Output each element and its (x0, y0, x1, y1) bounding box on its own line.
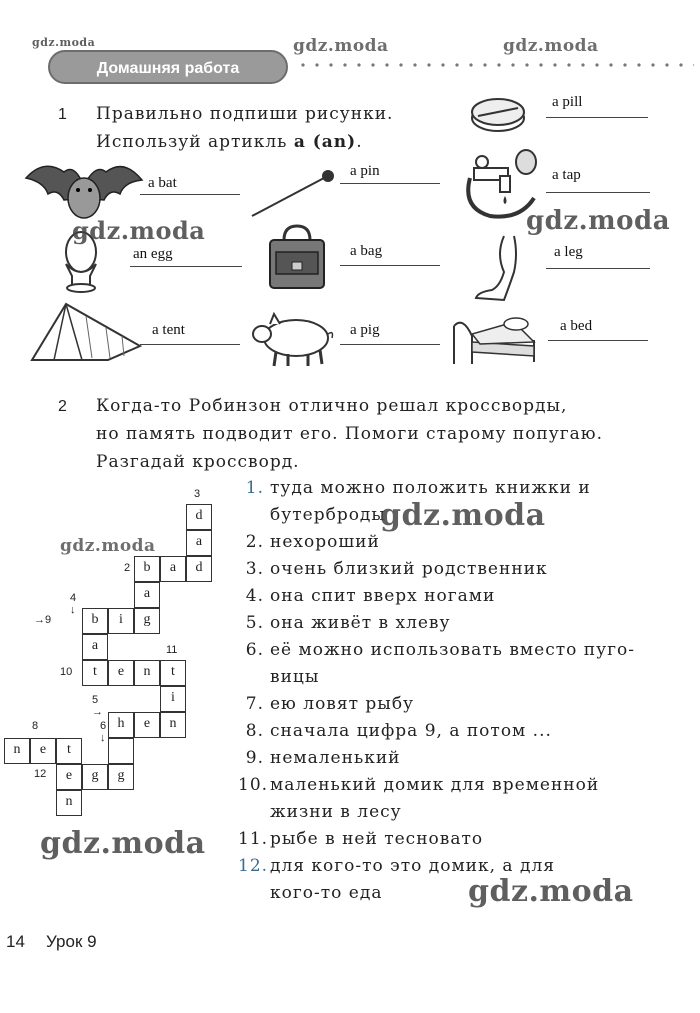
watermark: gdz.moda (380, 498, 546, 533)
clue-number: 5. (245, 613, 264, 633)
answer-bat: a bat (148, 175, 177, 191)
homework-banner: Домашняя работа (48, 50, 288, 84)
crossword-clue-number: 3 (194, 488, 201, 500)
crossword-cell[interactable]: g (108, 764, 134, 790)
task1-instruction-2-text: Используй артикль (96, 132, 294, 152)
crossword-clue-number: 11 (166, 644, 178, 656)
crossword-clue-number: 2 (124, 562, 131, 574)
crossword-cell[interactable] (108, 738, 134, 764)
clue-text: жизни в лесу (270, 802, 402, 822)
watermark: gdz.moda (293, 36, 389, 56)
crossword-cell[interactable]: n (160, 712, 186, 738)
clue-number: 4. (245, 586, 264, 606)
page-number: 14 (6, 932, 25, 951)
clue-text: очень близкий родственник (270, 559, 548, 579)
crossword-cell[interactable]: n (4, 738, 30, 764)
clue-number: 2. (245, 532, 264, 552)
answer-tap: a tap (552, 167, 581, 183)
crossword-cell[interactable]: b (82, 608, 108, 634)
answer-bag: a bag (350, 243, 383, 259)
task1-instruction-1: Правильно подпиши рисунки. (96, 104, 394, 124)
bed-picture (450, 306, 540, 368)
answer-pin: a pin (350, 163, 380, 179)
watermark: gdz.moda (503, 36, 599, 56)
pin-picture (248, 166, 338, 221)
crossword-cell[interactable]: t (82, 660, 108, 686)
clue-text: она живёт в хлеву (270, 613, 451, 633)
site-mark: gdz.moda (32, 36, 96, 49)
pig-picture (250, 310, 336, 370)
clue-text: вицы (270, 667, 320, 687)
crossword-cell[interactable]: e (56, 764, 82, 790)
clue-number: 1. (245, 478, 264, 498)
crossword-cell[interactable]: g (134, 608, 160, 634)
clue-item (238, 502, 386, 529)
leg-picture (470, 234, 530, 304)
crossword-clue-number: 4 ↓ (70, 592, 77, 616)
answer-line (340, 183, 440, 184)
task2-line-3: Разгадай кроссворд. (96, 452, 300, 472)
clue-text: сначала цифра 9, а потом ... (270, 721, 552, 741)
clue-number: 10. (238, 775, 269, 795)
answer-line (546, 117, 648, 118)
clue-item (238, 583, 495, 610)
clue-text: для кого-то это домик, а для (270, 856, 555, 876)
clue-text: нехороший (270, 532, 380, 552)
answer-line (140, 344, 240, 345)
clue-number: 6. (245, 640, 264, 660)
answer-line (546, 268, 650, 269)
clue-text: ею ловят рыбу (270, 694, 415, 714)
clue-item (238, 799, 402, 826)
clue-item (238, 637, 635, 664)
clue-item (238, 664, 319, 691)
crossword-cell[interactable]: e (108, 660, 134, 686)
clue-item (238, 880, 382, 907)
answer-line (140, 194, 240, 195)
answer-line (340, 265, 440, 266)
answer-line (340, 344, 440, 345)
answer-line (130, 266, 242, 267)
clue-text: немаленький (270, 748, 401, 768)
clue-number: 11. (238, 829, 269, 849)
answer-bed: a bed (560, 318, 593, 334)
answer-pill: a pill (552, 94, 583, 110)
tent-picture (26, 296, 146, 366)
clue-number: 7. (245, 694, 264, 714)
clue-text: бутерброды (270, 505, 386, 525)
crossword-clue-number: →9 (34, 614, 52, 626)
crossword-cell[interactable]: i (160, 686, 186, 712)
task1-instruction-2 (96, 128, 363, 156)
clue-text: маленький домик для временной (270, 775, 600, 795)
clue-number: 12. (238, 856, 269, 876)
answer-line (546, 192, 650, 193)
watermark: gdz.moda (60, 536, 156, 556)
crossword-cell[interactable]: b (134, 556, 160, 582)
clue-item (238, 745, 400, 772)
answer-egg: an egg (133, 246, 173, 262)
watermark: gdz.moda (526, 206, 671, 236)
watermark: gdz.moda (72, 216, 206, 245)
article-hint: a (an) (293, 132, 357, 152)
clue-number: 8. (245, 721, 264, 741)
crossword-clue-number: 10 (60, 666, 73, 678)
clue-number: 3. (245, 559, 264, 579)
task2-line-1: Когда-то Робинзон отлично решал кроссворды, (96, 396, 568, 416)
clue-text: кого-то еда (270, 883, 383, 903)
crossword-cell[interactable]: h (108, 712, 134, 738)
task1-instruction-2-end: . (356, 132, 363, 152)
clue-item (238, 556, 548, 583)
clue-item (238, 718, 552, 745)
crossword-cell[interactable]: n (134, 660, 160, 686)
task1-number: 1 (58, 106, 67, 123)
dotted-divider (296, 60, 694, 70)
crossword-clue-number: 6 ↓ (100, 720, 107, 744)
answer-pig: a pig (350, 322, 380, 338)
lesson-label: Урок 9 (46, 932, 97, 951)
clue-number: 9. (245, 748, 264, 768)
clue-text: туда можно положить книжки и (270, 478, 591, 498)
crossword-cell[interactable]: t (160, 660, 186, 686)
crossword-cell[interactable]: n (56, 790, 82, 816)
crossword-clue-number: 5 → (92, 694, 103, 718)
clue-item (238, 529, 380, 556)
clue-item (238, 691, 414, 718)
crossword-cell[interactable]: i (108, 608, 134, 634)
task2-line-2: но память подводит его. Помоги старому попугаю. (96, 424, 604, 444)
crossword-cell[interactable]: e (30, 738, 56, 764)
crossword-cell[interactable]: d (186, 556, 212, 582)
watermark: gdz.moda (468, 874, 634, 909)
crossword-clue-number: 12 (34, 768, 47, 780)
watermark: gdz.moda (40, 826, 206, 861)
answer-leg: a leg (554, 244, 583, 260)
crossword-cell[interactable]: a (82, 634, 108, 660)
clue-text: она спит вверх ногами (270, 586, 496, 606)
crossword-clue-number: 8 (32, 720, 39, 732)
task2-number: 2 (58, 398, 67, 415)
clue-text: рыбе в ней тесновато (270, 829, 484, 849)
crossword-cell[interactable]: e (134, 712, 160, 738)
crossword-cell[interactable]: a (134, 582, 160, 608)
bag-picture (262, 222, 332, 294)
answer-tent: a tent (152, 322, 185, 338)
crossword-cell[interactable]: a (160, 556, 186, 582)
clue-text: её можно использовать вместо пуго- (270, 640, 635, 660)
answer-line (548, 340, 648, 341)
clue-item (238, 826, 483, 853)
crossword-cell[interactable]: g (82, 764, 108, 790)
crossword-cell[interactable]: t (56, 738, 82, 764)
crossword-cell[interactable]: a (186, 530, 212, 556)
clue-item (238, 772, 599, 799)
crossword-cell[interactable]: d (186, 504, 212, 530)
pill-picture (470, 92, 530, 137)
clue-item (238, 610, 451, 637)
